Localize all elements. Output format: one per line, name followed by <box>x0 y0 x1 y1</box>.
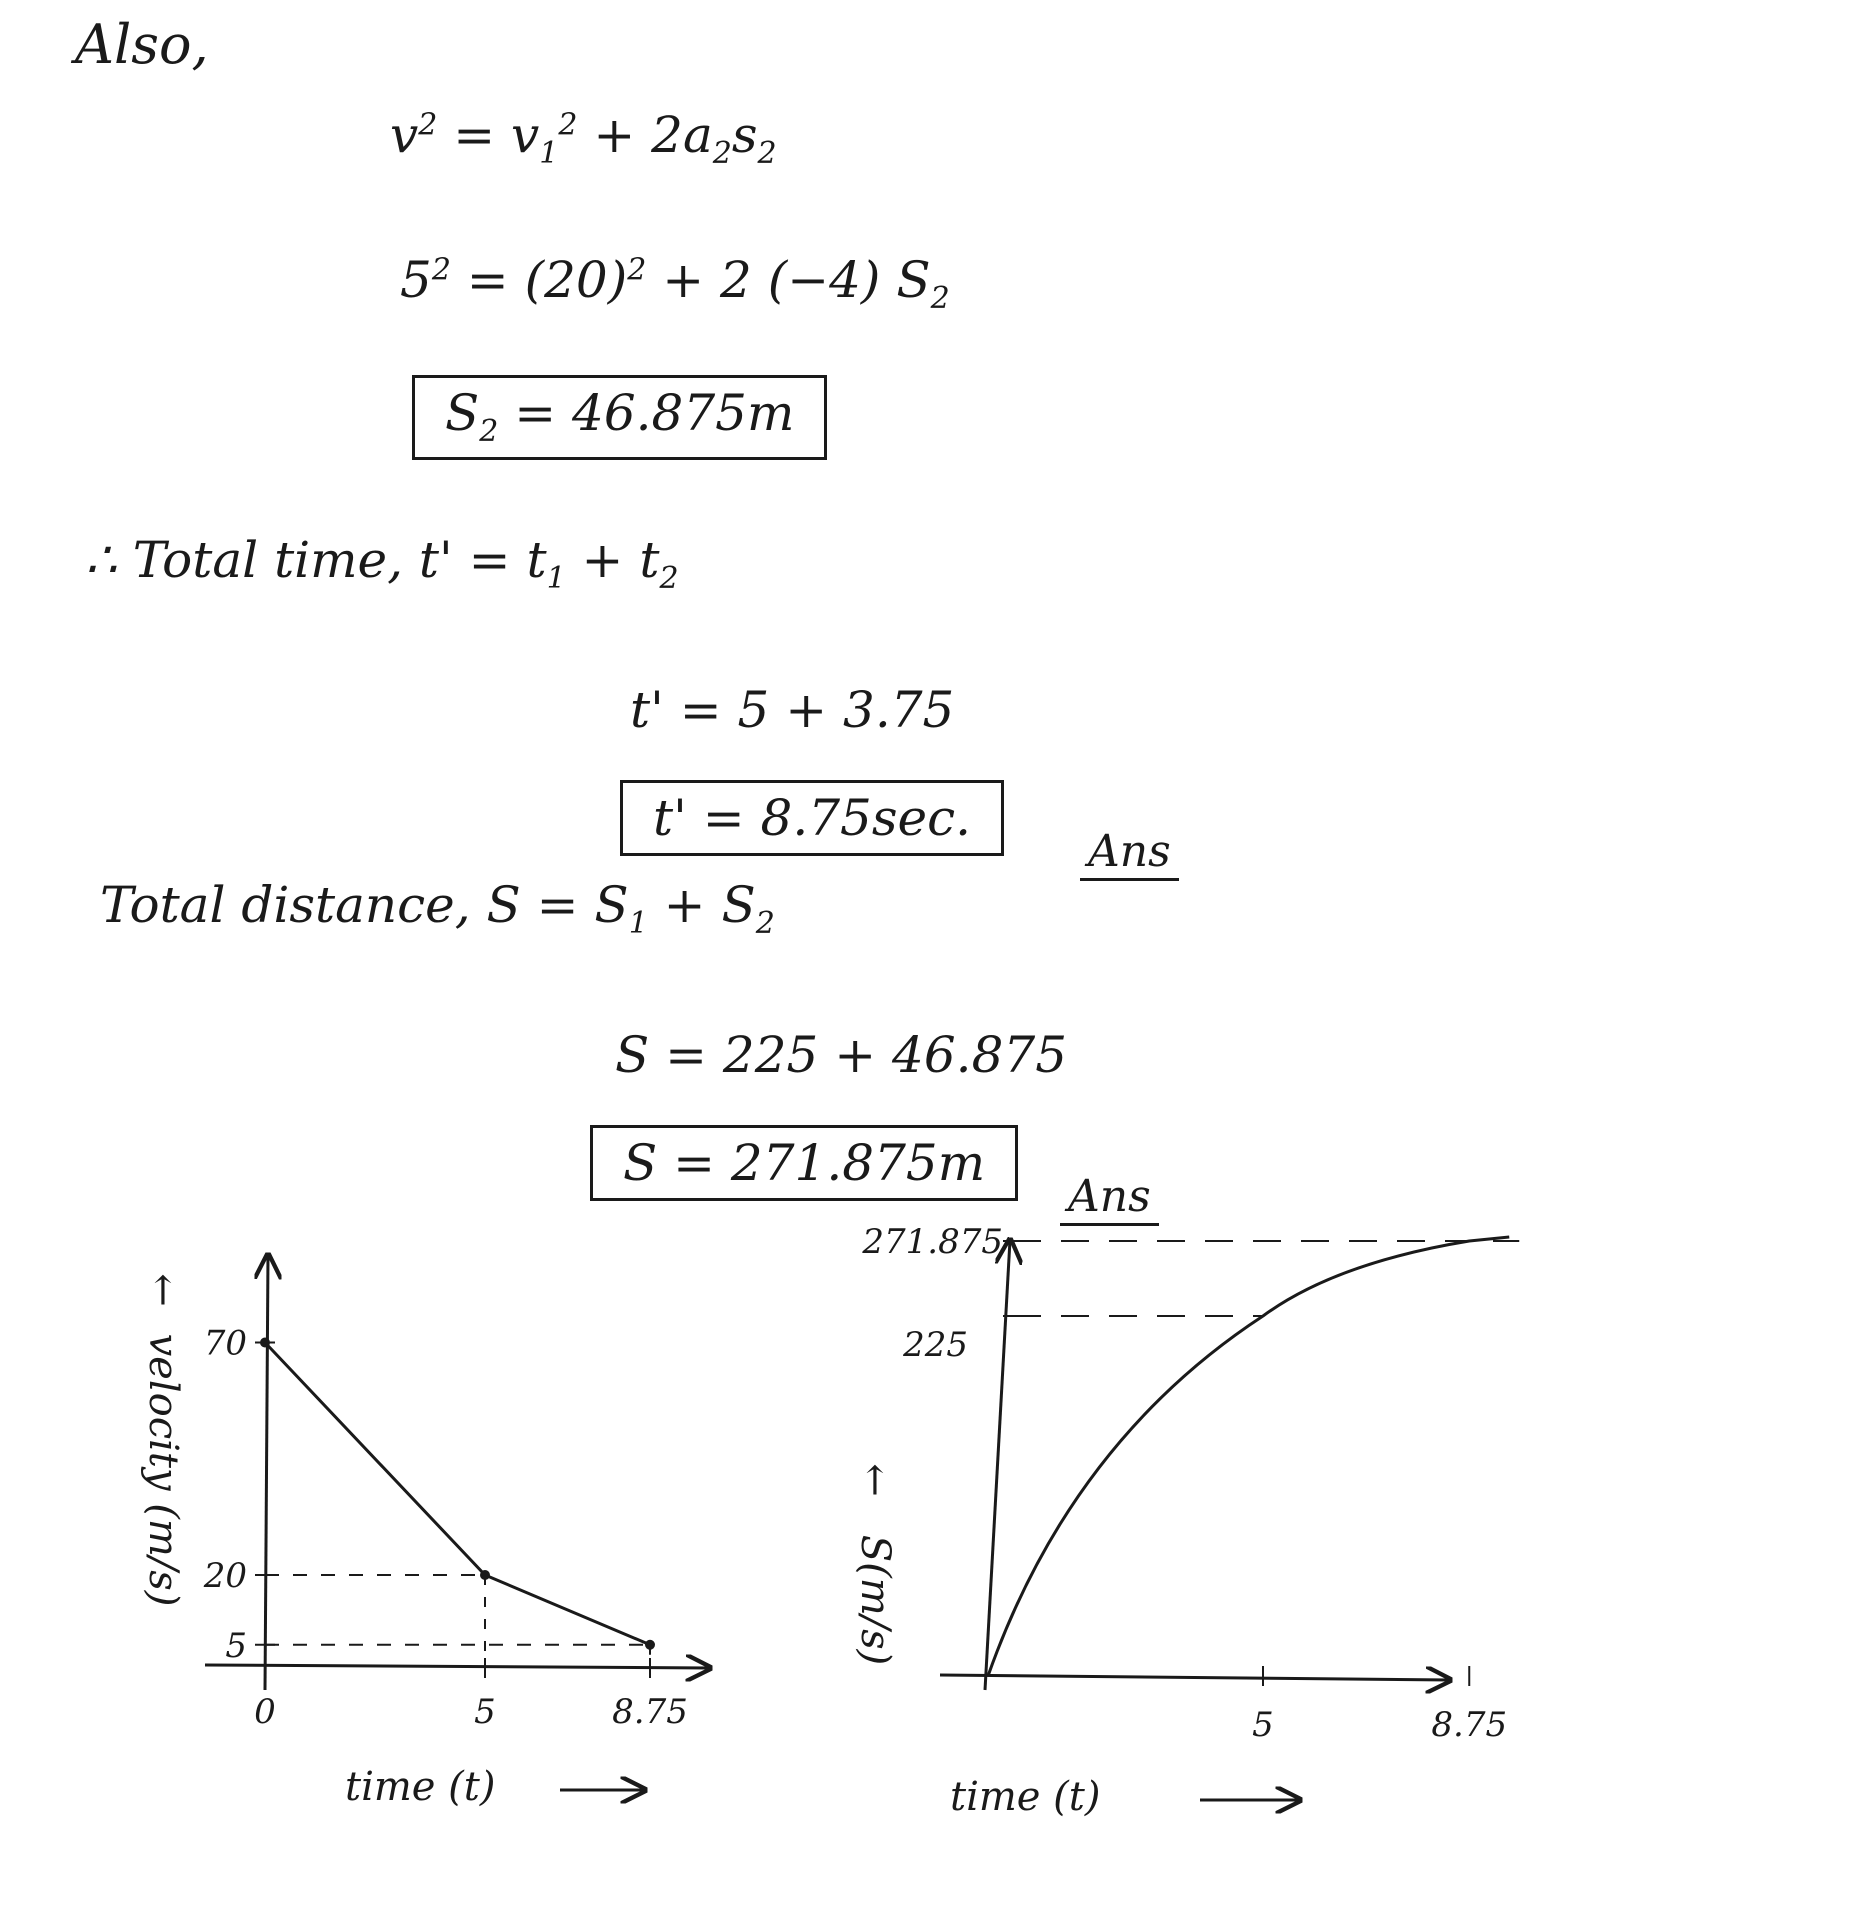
s-graph-x-axis <box>940 1675 1450 1680</box>
v-graph-y-arrow: ← <box>140 1273 186 1307</box>
s-graph-y-label: S(m/s) <box>852 1534 898 1666</box>
v-graph-point <box>645 1640 655 1650</box>
s-graph-curve <box>988 1237 1509 1676</box>
v-graph-point <box>480 1570 490 1580</box>
v-graph-y-tick-label: 5 <box>225 1625 247 1666</box>
equation-total-time: ∴ Total time, $t' = t_1 + t_2$ <box>85 531 679 596</box>
heading-also: Also, <box>75 13 209 76</box>
equation-total-distance: Total distance, $S = S_1 + S_2$ <box>100 876 775 941</box>
v-graph-x-tick-label: 0 <box>254 1692 276 1732</box>
v-graph-x-tick-label: 5 <box>474 1692 496 1732</box>
v-graph-x-tick-label: 8.75 <box>612 1692 688 1732</box>
displacement-time-graph <box>852 1222 1519 1820</box>
v-graph-y-axis <box>265 1255 268 1690</box>
v-graph-line <box>265 1343 650 1645</box>
s-graph-y-arrow: ← <box>852 1463 898 1497</box>
v-graph-x-label: time (t) <box>345 1764 496 1810</box>
s-graph-x-label: time (t) <box>950 1774 1101 1820</box>
v-graph-x-axis <box>205 1665 710 1668</box>
equation-distance-sum: S = 225 + 46.875 <box>615 1026 1068 1084</box>
answer-mark-time: Ans <box>1080 830 1179 881</box>
result-s2-box: $S_2 = 46.875m$ <box>412 375 827 460</box>
equation-substitution: $5^2 = (20)^2 + 2$ (−4) $S_2$ <box>400 251 950 316</box>
s-graph-y-tick-label: 271.875 <box>862 1222 1003 1262</box>
v-graph-y-label: velocity (m/s) <box>140 1333 186 1607</box>
s-graph-x-tick-label: 5 <box>1252 1705 1274 1745</box>
result-distance-box: S = 271.875m <box>590 1125 1018 1201</box>
v-graph-y-tick-label: 70 <box>203 1323 247 1364</box>
result-time-box: t' = 8.75sec. <box>620 780 1004 856</box>
s-graph-x-tick-label: 8.75 <box>1431 1705 1508 1745</box>
s-graph-y-axis <box>985 1240 1010 1690</box>
answer-mark-distance: Ans <box>1060 1175 1159 1226</box>
equation-time-sum: t' = 5 + 3.75 <box>630 681 955 739</box>
velocity-time-graph <box>140 1255 710 1810</box>
equation-velocity-squared: $v^2 = v_1^2 + 2a_2s_2$ <box>390 106 777 171</box>
s-graph-y-tick-label: 225 <box>903 1325 968 1365</box>
v-graph-y-tick-label: 20 <box>203 1556 247 1596</box>
